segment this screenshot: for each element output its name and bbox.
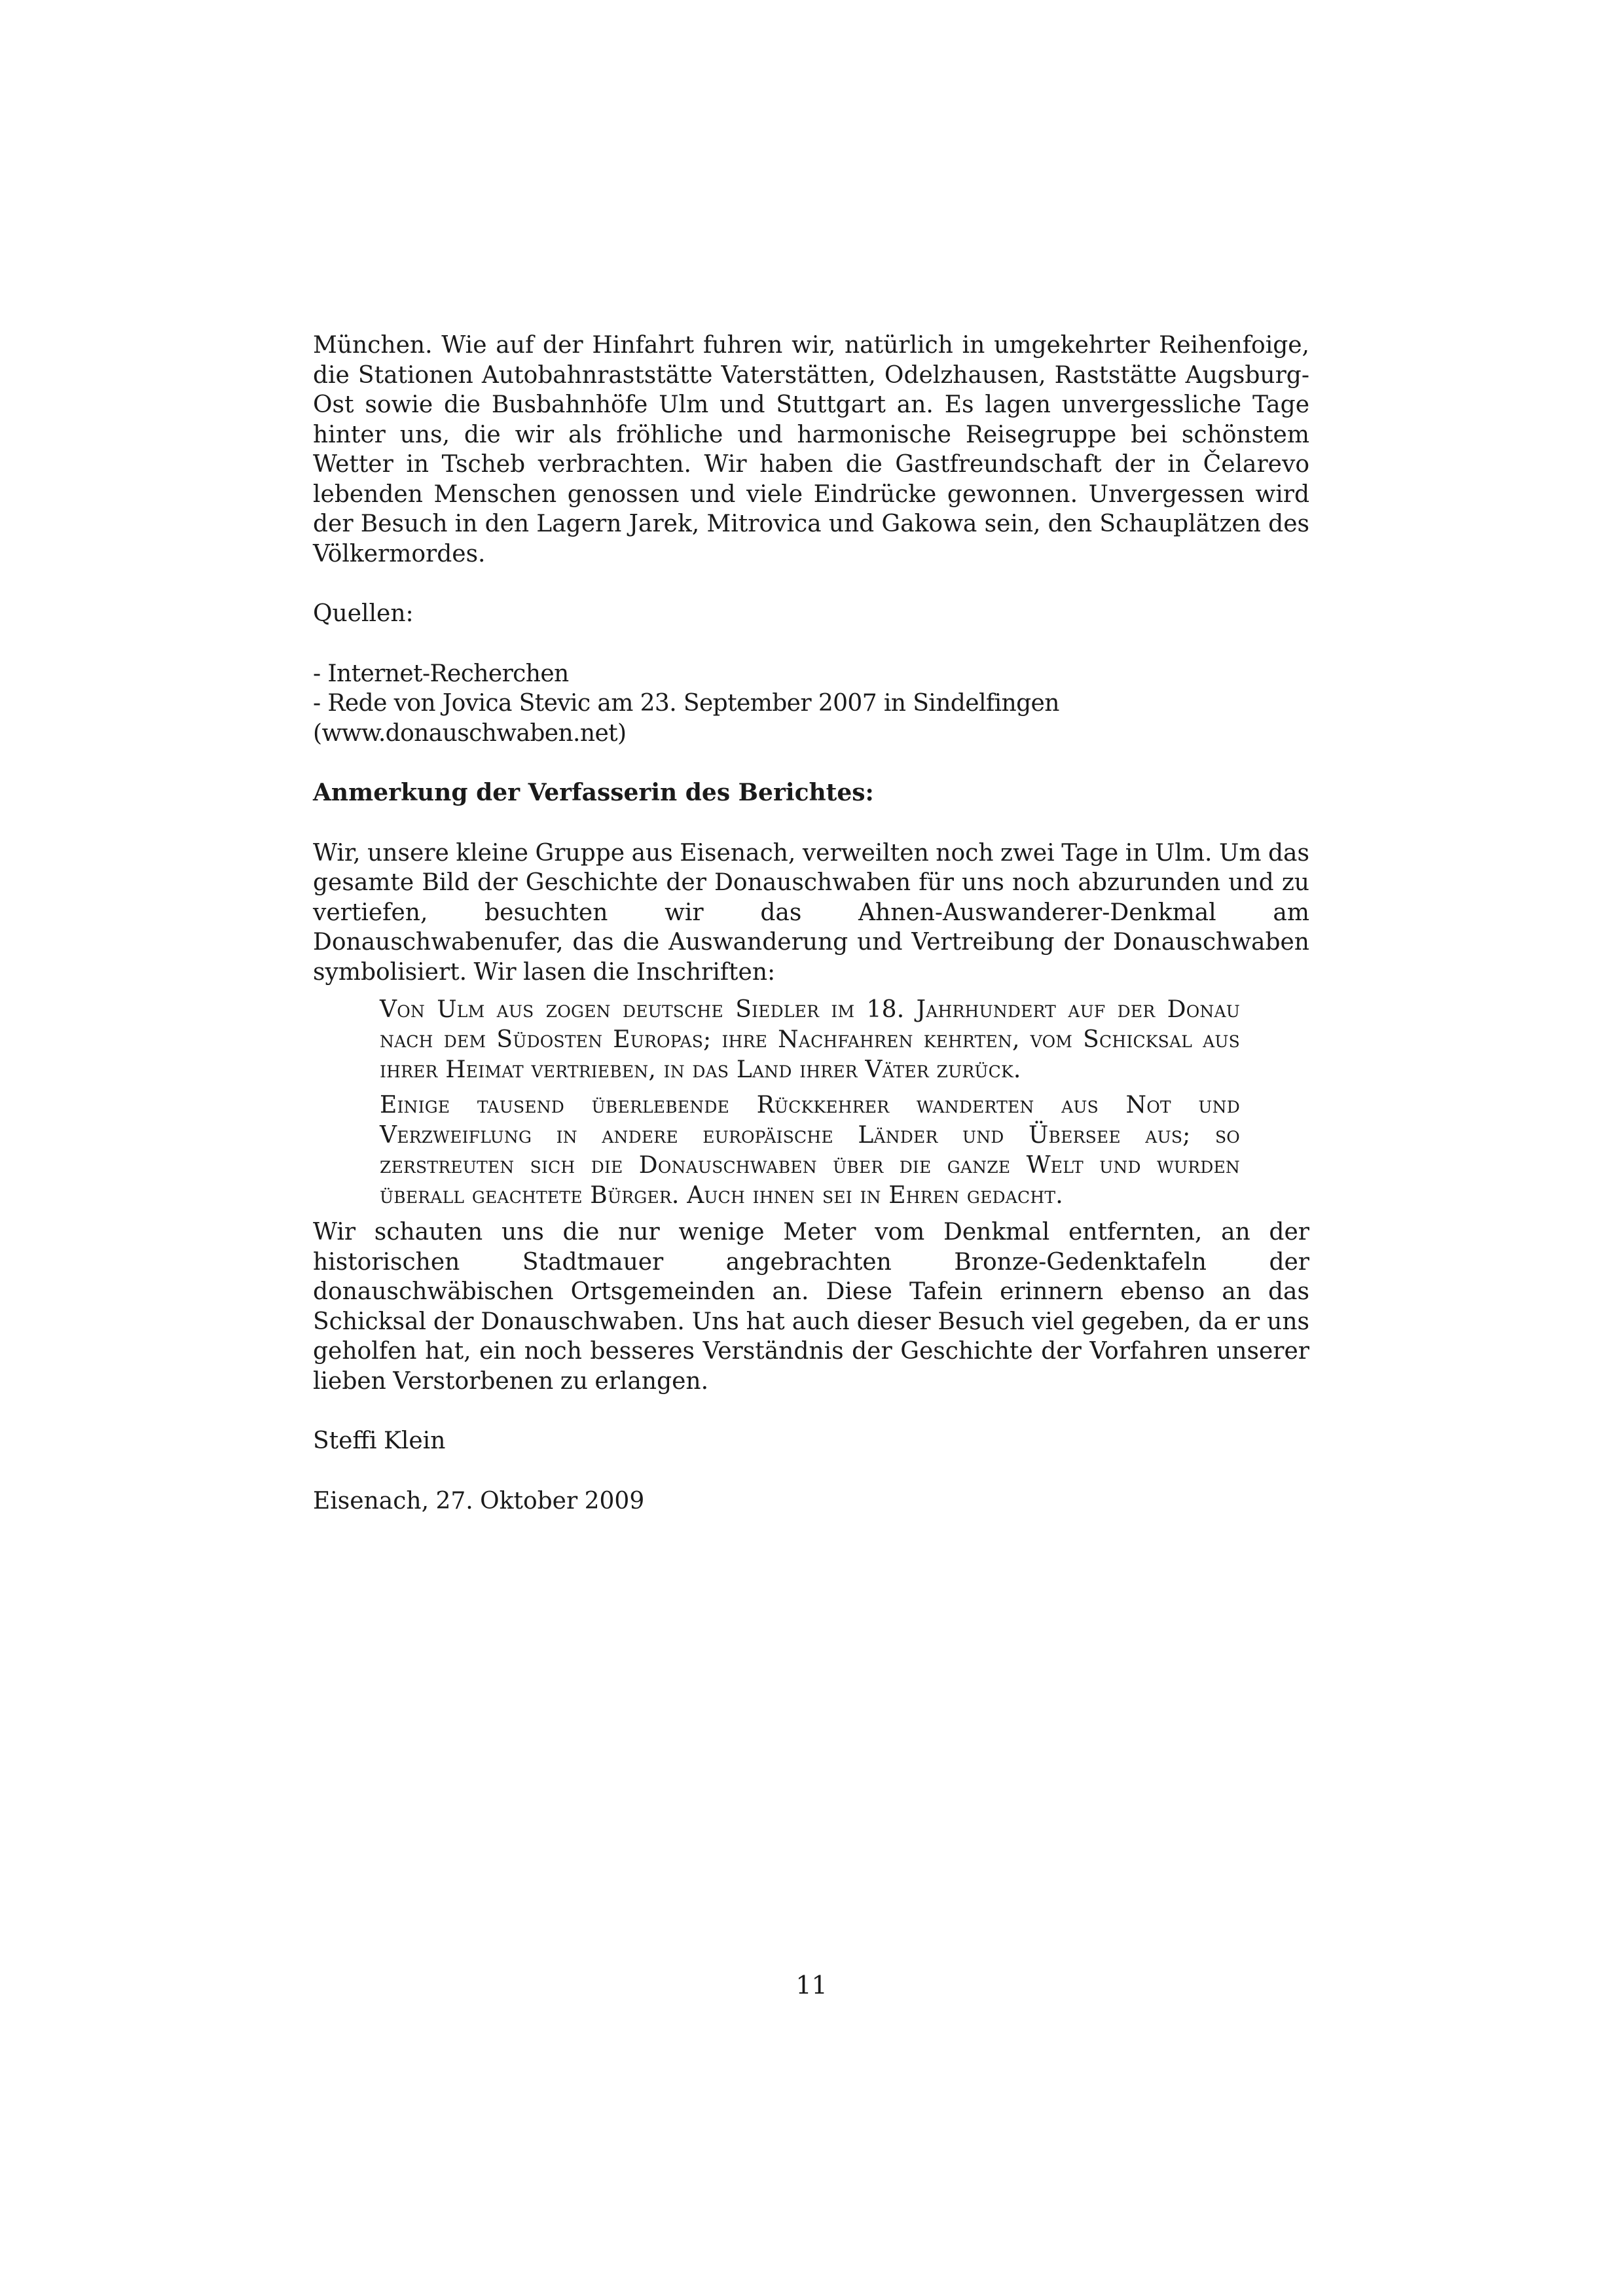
source-item: - Internet-Recherchen — [313, 660, 569, 687]
inscription-2: Einige tausend überlebende Rückkehrer wanderten aus Not und Verzweiflung in andere europäische Länder und Übersee aus; so zerstreuten sich die Donauschwaben über die ganze Welt und wurden überall geachtete Bürger. Auch ihnen sei in Ehren gedacht. — [380, 1092, 1240, 1209]
author-signature: Steffi Klein — [313, 1427, 446, 1454]
section-heading: Anmerkung der Verfasserin des Berichtes: — [313, 779, 874, 806]
paragraph-memorial-plaques: Wir schauten uns die nur wenige Meter vom Denkmal entfernten, an der historischen Stadtmauer angebrachten Bronze-Gedenktafeln der donauschwäbischen Ortsgemeinden an. Diese Tafein erinnern ebenso an das Schicksal der Donauschwaben. Uns hat auch dieser Besuch viel gegeben, da er uns geholfen hat, ein noch besseres Verständnis der Geschichte der Vorfahren unserer lieben Verstorbenen zu erlangen. — [313, 1219, 1309, 1395]
place-date: Eisenach, 27. Oktober 2009 — [313, 1487, 645, 1515]
paragraph-return-journey: München. Wie auf der Hinfahrt fuhren wir, natürlich in umgekehrter Reihenfoige, die Stationen Autobahnraststätte Vaterstätten, Odelzhausen, Raststätte Augsburg-Ost sowie die Busbahnhöfe Ulm und Stuttgart an. Es lagen unvergessliche Tage hinter uns, die wir als fröhliche und harmonische Reisegruppe bei schönstem Wetter in Tscheb verbrachten. Wir haben die Gastfreundschaft der in Čelarevo lebenden Menschen genossen und viele Eindrücke gewonnen. Unvergessen wird der Besuch in den Lagern Jarek, Mitrovica und Gakowa sein, den Schauplätzen des Völkermordes. — [313, 332, 1309, 567]
sources-label: Quellen: — [313, 600, 414, 627]
document-body — [313, 331, 1309, 1516]
page-number: 11 — [795, 1971, 828, 2000]
source-item: - Rede von Jovica Stevic am 23. September 2007 in Sindelfingen (www.donauschwaben.net) — [313, 690, 1059, 747]
paragraph-ulm-visit: Wir, unsere kleine Gruppe aus Eisenach, verweilten noch zwei Tage in Ulm. Um das gesamte Bild der Geschichte der Donauschwaben für uns noch abzurunden und zu vertiefen, besuchten wir das Ahnen-Auswanderer-Denkmal am Donauschwabenufer, das die Auswanderung und Vertreibung der Donauschwaben symbolisiert. Wir lasen die Inschriften: — [313, 839, 1309, 986]
sources-list — [313, 659, 1309, 749]
inscription-quote — [380, 995, 1240, 1211]
inscription-1: Von Ulm aus zogen deutsche Siedler im 18. Jahrhundert auf der Donau nach dem Südosten Europas; ihre Nachfahren kehrten, vom Schicksal aus ihrer Heimat vertrieben, in das Land ihrer Väter zurück. — [380, 996, 1240, 1083]
